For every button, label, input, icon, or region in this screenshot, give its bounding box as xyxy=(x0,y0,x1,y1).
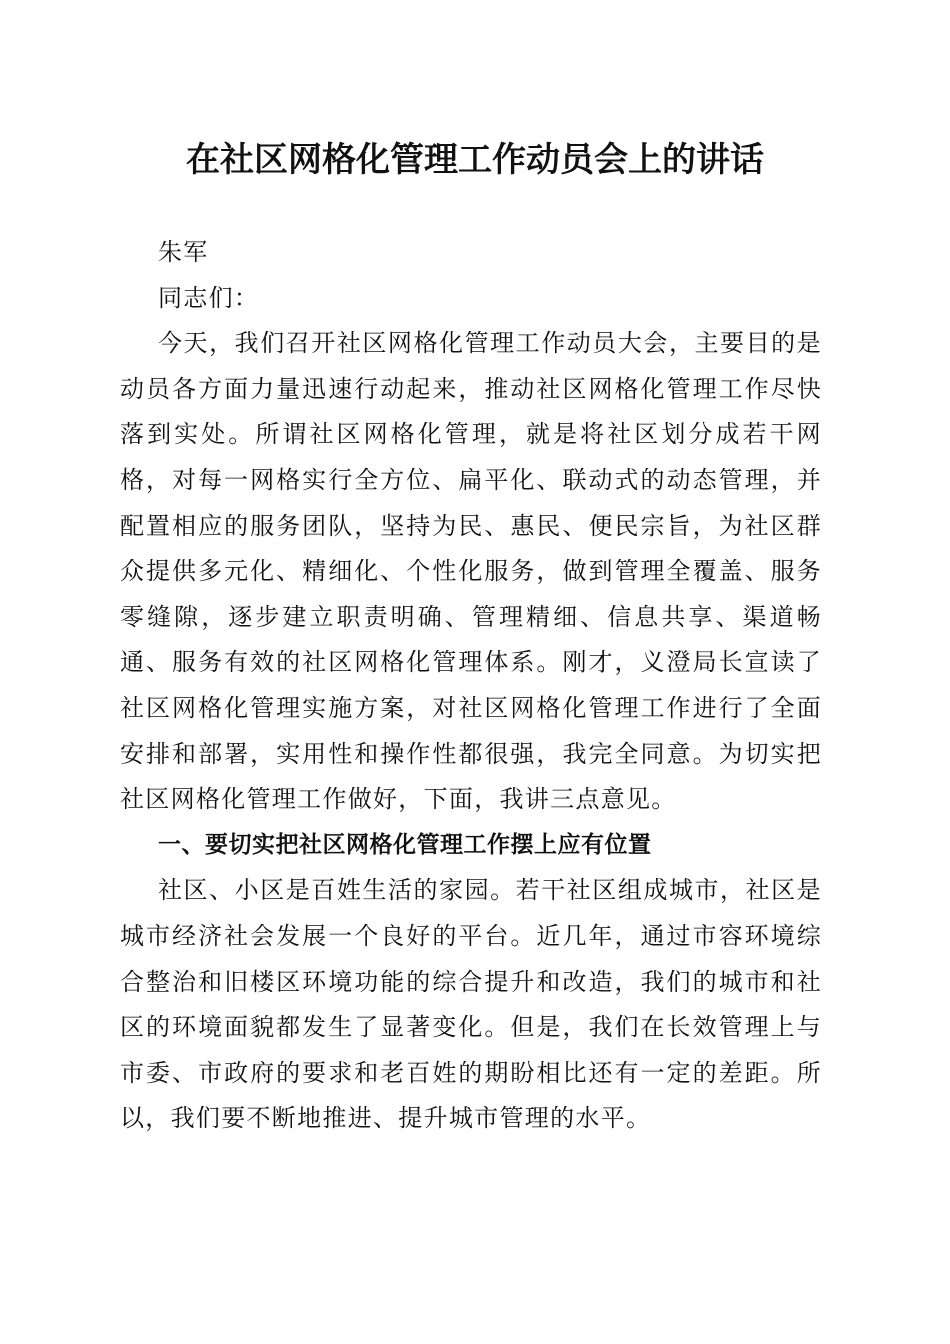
document-body xyxy=(120,230,822,1142)
author-name: 朱军 xyxy=(158,238,209,266)
section-heading: 一、要切实把社区网格化管理工作摆上应有位置 xyxy=(158,831,652,858)
intro-paragraph: 今天，我们召开社区网格化管理工作动员大会，主要目的是动员各方面力量迅速行动起来，推动社区网格化管理工作尽快落到实处。所谓社区网格化管理，就是将社区划分成若干网格，对每一网格实行全方位、扁平化、联动式的动态管理，并配置相应的服务团队，坚持为民、惠民、便民宗旨，为社区群众提供多元化、精细化、个性化服务，做到管理全覆盖、服务零缝隙，逐步建立职责明确、管理精细、信息共享、渠道畅通、服务有效的社区网格化管理体系。刚才，义澄局长宣读了社区网格化管理实施方案，对社区网格化管理工作进行了全面安排和部署，实用性和操作性都很强，我完全同意。为切实把社区网格化管理工作做好，下面，我讲三点意见。 xyxy=(120,329,822,814)
salutation: 同志们： xyxy=(158,283,260,312)
document-title: 在社区网格化管理工作动员会上的讲话 xyxy=(186,140,764,180)
section-paragraph: 社区、小区是百姓生活的家园。若干社区组成城市，社区是城市经济社会发展一个良好的平台。近几年，通过市容环境综合整治和旧楼区环境功能的综合提升和改造，我们的城市和社区的环境面貌都发生了显著变化。但是，我们在长效管理上与市委、市政府的要求和老百姓的期盼相比还有一定的差距。所以，我们要不断地推进、提升城市管理的水平。 xyxy=(120,876,822,1133)
